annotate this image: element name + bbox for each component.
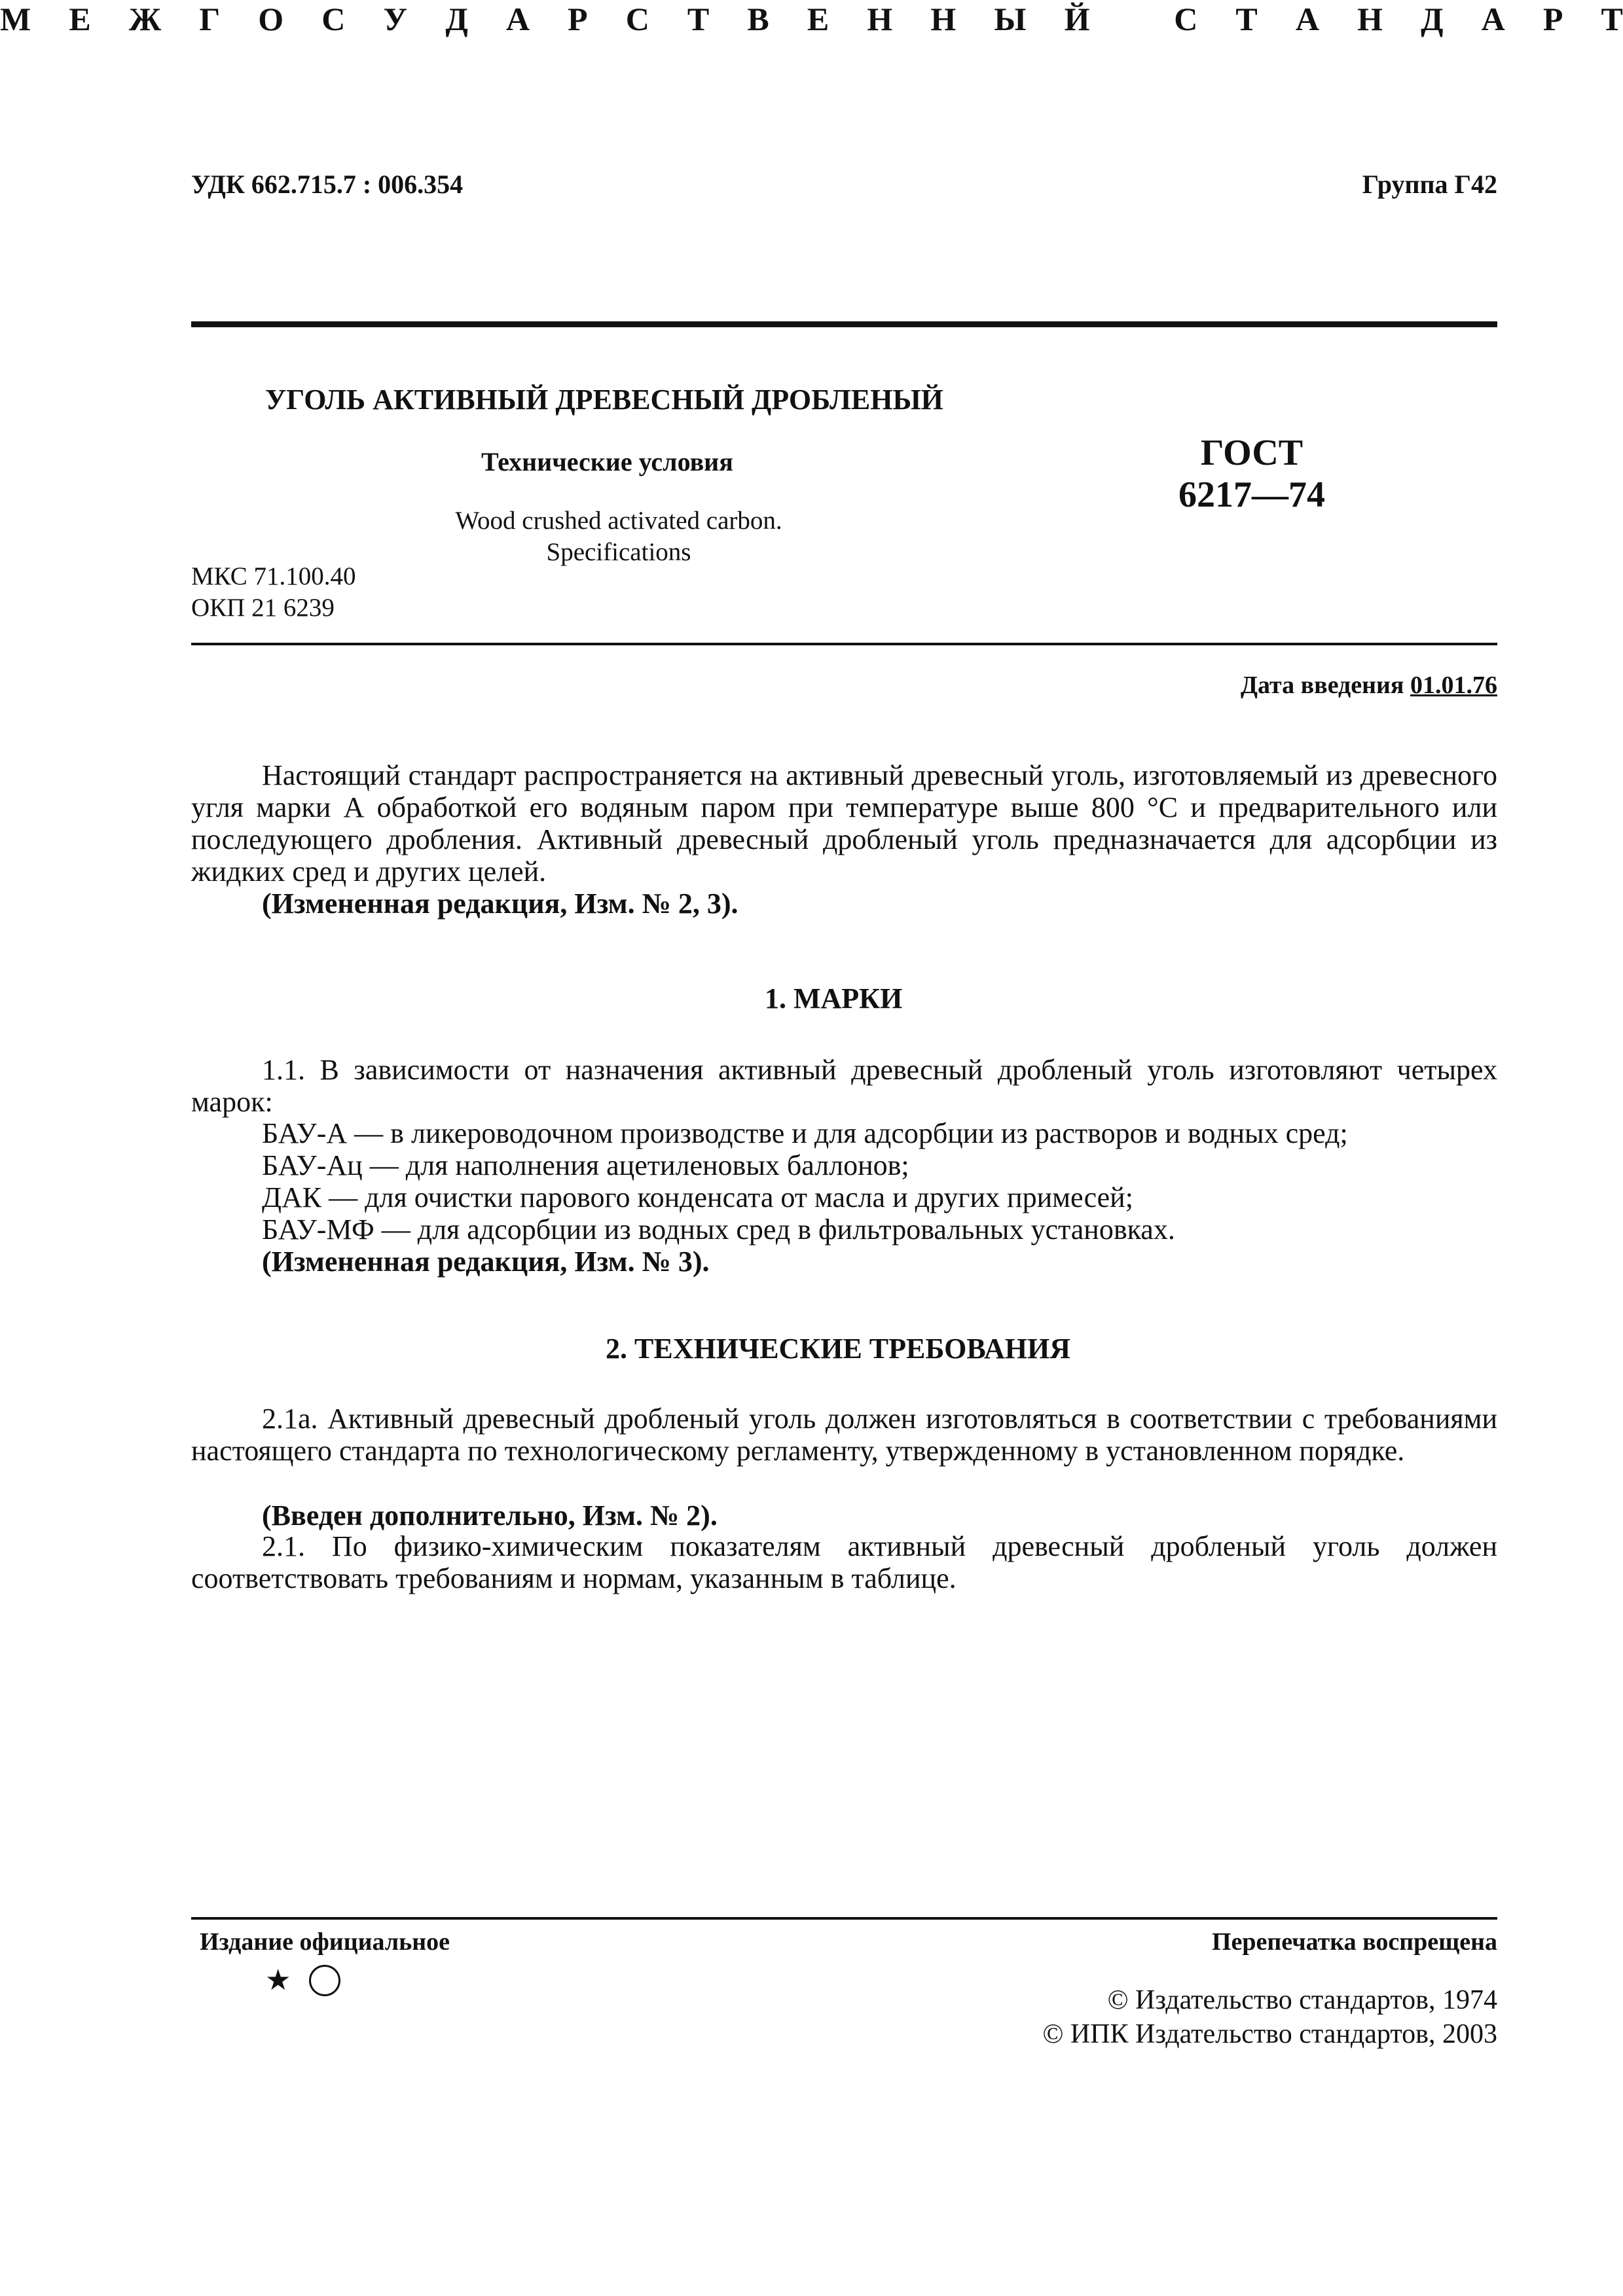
grade-item: ДАК — для очистки парового конденсата от масла и других примесей;: [262, 1181, 1133, 1213]
document-subtitle: Технические условия: [481, 447, 733, 476]
star-icon: ★: [265, 1964, 291, 1996]
heading-letter: Е: [69, 1, 91, 37]
circle-icon: [309, 1965, 340, 1996]
heading-letter: А: [1295, 1, 1319, 37]
group-code: Группа Г42: [1362, 170, 1497, 199]
heading-letter: Р: [1542, 1, 1563, 37]
standard-type-heading: [0, 0, 1623, 38]
heading-letter: Т: [1601, 1, 1623, 37]
heading-letter: С: [321, 1, 346, 37]
intro-text: Настоящий стандарт распространяется на активный древесный уголь, изготовляемый из древесного угля марки А обработкой его водяным паром при температуре выше 800 °С и предварительного или последующего дробления. Активный древесный дробленый уголь предназначается для адсорбции из жидких сред и других целей.: [191, 759, 1497, 888]
copyright-line: © ИПК Издательство стандартов, 2003: [1042, 2019, 1497, 2049]
clause-2-1a-text: 2.1а. Активный древесный дробленый уголь должен изготовляться в соответствии с требованиями настоящего стандарта по технологическому регламенту, утвержденному в установленном порядке.: [191, 1403, 1497, 1467]
introduction-date: [1241, 671, 1497, 700]
grades-list: [262, 1117, 1348, 1278]
english-title: Wood crushed activated carbon. Specifications: [455, 507, 782, 566]
heading-letter: Т: [1235, 1, 1258, 37]
clause-2-1-text: 2.1. По физико-химическим показателям активный древесный дробленый уголь должен соответствовать требованиям и нормам, указанным в таблице.: [191, 1530, 1497, 1594]
header-rule: [191, 321, 1497, 327]
heading-letter: Г: [199, 1, 221, 37]
clause-1-1-text: 1.1. В зависимости от назначения активный древесный дробленый уголь изготовляют четырех марок:: [191, 1054, 1497, 1118]
heading-letter: А: [505, 1, 530, 37]
footer-rule: [191, 1917, 1497, 1920]
heading-letter: С: [1174, 1, 1198, 37]
heading-letter: О: [258, 1, 284, 37]
clause-2-1: [191, 1530, 1497, 1594]
heading-letter: [1128, 0, 1137, 38]
heading-letter: Д: [1421, 1, 1444, 37]
grade-item: БАУ-МФ — для адсорбции из водных сред в фильтровальных установках.: [262, 1213, 1175, 1246]
copyright-line: © Издательство стандартов, 1974: [1107, 1985, 1497, 2015]
mks-code: МКС 71.100.40: [191, 562, 356, 590]
reprint-prohibited-label: Перепечатка воспрещена: [1211, 1928, 1497, 1956]
heading-letter: Д: [445, 1, 468, 37]
heading-letter: Ы: [994, 1, 1027, 37]
heading-letter: Н: [930, 1, 957, 37]
heading-letter: В: [747, 1, 769, 37]
heading-letter: Р: [568, 1, 588, 37]
section-2-heading: 2. ТЕХНИЧЕСКИЕ ТРЕБОВАНИЯ: [606, 1333, 1070, 1365]
date-value: 01.01.76: [1410, 672, 1497, 699]
section-1-amendment-note: (Измененная редакция, Изм. № 3).: [262, 1246, 710, 1278]
udk-code: УДК 662.715.7 : 006.354: [191, 170, 464, 199]
grade-item: БАУ-А — в ликероводочном производстве и для адсорбции из растворов и водных сред;: [262, 1117, 1348, 1149]
heading-letter: А: [1481, 1, 1505, 37]
gost-designation: [1178, 432, 1325, 516]
classification-codes: [191, 561, 356, 624]
official-edition-label: Издание официальное: [200, 1928, 450, 1956]
intro-amendment-note: (Измененная редакция, Изм. № 2, 3).: [262, 888, 739, 920]
gost-label: ГОСТ: [1200, 433, 1304, 473]
clause-1-1: [191, 1054, 1497, 1118]
gost-number: 6217—74: [1178, 475, 1325, 515]
heading-letter: Ж: [128, 1, 162, 37]
section-1-heading: 1. МАРКИ: [765, 982, 903, 1014]
heading-letter: С: [625, 1, 649, 37]
clause-2-1a-note: (Введен дополнительно, Изм. № 2).: [262, 1499, 718, 1532]
heading-letter: Е: [807, 1, 830, 37]
heading-letter: Й: [1064, 1, 1090, 37]
publication-marks: [265, 1964, 340, 1997]
title-rule: [191, 643, 1497, 645]
heading-letter: У: [383, 1, 408, 37]
date-label: Дата введения: [1240, 672, 1404, 699]
heading-letter: Н: [1357, 1, 1383, 37]
heading-letter: Н: [867, 1, 893, 37]
clause-2-1a: [191, 1403, 1497, 1467]
copyright-block: [1042, 1983, 1497, 2051]
okp-code: ОКП 21 6239: [191, 594, 335, 622]
document-title: УГОЛЬ АКТИВНЫЙ ДРЕВЕСНЫЙ ДРОБЛЕНЫЙ: [265, 384, 943, 416]
heading-letter: М: [0, 1, 31, 37]
heading-letter: Т: [687, 1, 710, 37]
intro-paragraph: [191, 759, 1497, 888]
grade-item: БАУ-Ац — для наполнения ацетиленовых баллонов;: [262, 1149, 909, 1181]
